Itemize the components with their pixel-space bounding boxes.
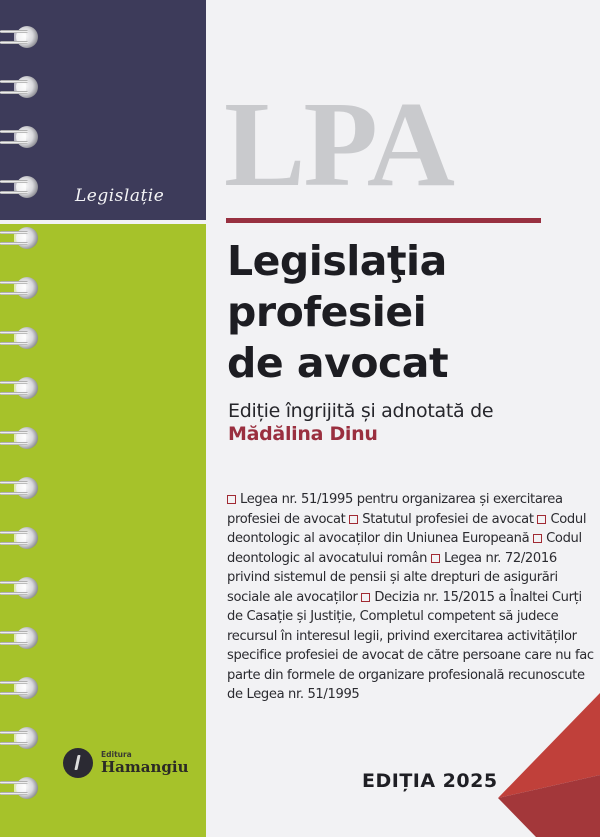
square-bullet-icon	[537, 515, 546, 524]
contents-list	[227, 490, 597, 705]
spiral-ring	[0, 176, 40, 198]
title-line-1: Legislaţia	[227, 237, 447, 285]
book-title	[227, 236, 448, 389]
spiral-ring	[0, 727, 40, 749]
spiral-ring	[0, 677, 40, 699]
title-line-3: de avocat	[227, 339, 449, 387]
spiral-ring	[0, 427, 40, 449]
lpa-logo: LPA	[224, 77, 453, 212]
contents-item: Codul deontologic al avocaților din Uniunea Europeană	[227, 511, 587, 546]
contents-item: Decizia nr. 15/2015 a Înaltei Curți de Casație și Justiție, Completul competent să judece recursul în interesul legii, privind exercitarea activităților specifice profesiei de avocat de către persoane care nu fac parte din formele de organizare profesională recunoscute de Legea nr. 51/1995	[227, 589, 594, 702]
publisher-name: Hamangiu	[101, 757, 189, 776]
red-triangle-decoration	[498, 693, 600, 837]
spiral-ring	[0, 126, 40, 148]
square-bullet-icon	[227, 495, 236, 504]
title-line-2: profesiei	[227, 288, 427, 336]
publisher-prefix: Editura	[101, 750, 132, 760]
contents-item: Statutul profesiei de avocat	[362, 511, 534, 527]
spiral-ring	[0, 627, 40, 649]
square-bullet-icon	[361, 593, 370, 602]
contents-item: Legea nr. 51/1995 pentru organizarea și exercitarea profesiei de avocat	[227, 492, 563, 527]
square-bullet-icon	[349, 515, 358, 524]
spiral-ring	[0, 76, 40, 98]
spiral-ring	[0, 527, 40, 549]
spiral-ring	[0, 327, 40, 349]
square-bullet-icon	[533, 534, 542, 543]
spiral-ring	[0, 227, 40, 249]
edition-label: EDIȚIA 2025	[362, 770, 498, 792]
contents-item: Codul deontologic al avocatului român	[227, 531, 582, 566]
accent-rule	[226, 218, 541, 223]
spiral-ring	[0, 277, 40, 299]
spiral-ring	[0, 477, 40, 499]
spiral-ring	[0, 377, 40, 399]
series-label: Legislație	[75, 186, 165, 206]
spiral-ring	[0, 26, 40, 48]
publisher-logo	[63, 748, 188, 778]
spiral-ring	[0, 777, 40, 799]
author-name: Mădălina Dinu	[228, 423, 378, 445]
spiral-ring	[0, 577, 40, 599]
square-bullet-icon	[431, 554, 440, 563]
subtitle: Ediție îngrijită și adnotată de	[228, 400, 494, 422]
contents-item: Legea nr. 72/2016 privind sistemul de pensii și alte drepturi de asigurări sociale ale avocaților	[227, 550, 558, 605]
quill-icon	[63, 748, 93, 778]
